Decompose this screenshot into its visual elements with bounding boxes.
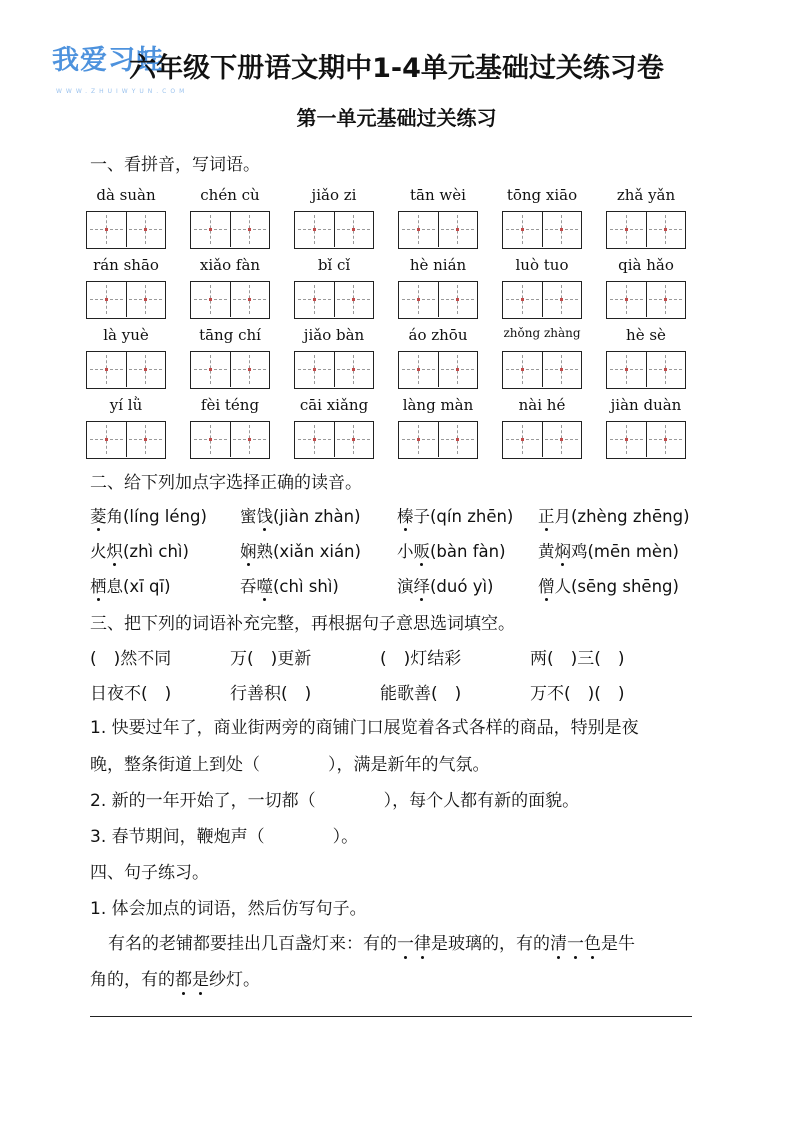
writing-box[interactable]	[190, 421, 270, 459]
pinyin-label: fèi téng	[200, 396, 260, 414]
dotted-word	[397, 934, 431, 954]
reading-choice	[538, 538, 679, 562]
pinyin-label: hè nián	[409, 256, 467, 274]
choice-text: 火	[90, 542, 107, 561]
choice-text: 人(sēng shēng)	[554, 577, 679, 596]
writing-box[interactable]	[398, 281, 478, 319]
exercise-1-instruction: 1. 体会加点的词语，然后仿写句子。	[90, 899, 367, 919]
dotted-char: 菱	[90, 507, 107, 526]
pinyin-label: tōng xiāo	[506, 186, 578, 204]
pinyin-label: làng màn	[402, 396, 474, 414]
dotted-char: 噬	[256, 577, 273, 596]
choice-text: 子(qín zhēn)	[413, 507, 514, 526]
choice-text: 演	[397, 577, 414, 596]
reading-choice	[397, 503, 513, 527]
writing-box[interactable]	[86, 421, 166, 459]
pinyin-label: zhǎ yǎn	[616, 186, 676, 204]
pinyin-label: luò tuo	[515, 256, 569, 274]
writing-box[interactable]	[606, 351, 686, 389]
section-1-heading: 一、看拼音，写词语。	[90, 155, 260, 175]
reading-choice	[90, 503, 207, 527]
pinyin-label: jiǎo bàn	[303, 326, 365, 344]
page-subtitle: 第一单元基础过关练习	[296, 106, 497, 130]
dotted-char: 律	[414, 934, 431, 954]
pinyin-label: zhǒng zhàng	[503, 326, 581, 340]
choice-text: (chì shì)	[273, 577, 339, 596]
choice-text: 蜜	[240, 507, 257, 526]
reading-choice	[240, 573, 339, 597]
writing-box[interactable]	[398, 211, 478, 249]
writing-box[interactable]	[398, 421, 478, 459]
writing-box[interactable]	[606, 281, 686, 319]
pinyin-label: cāi xiǎng	[299, 396, 369, 414]
dotted-char: 榛	[397, 507, 414, 526]
writing-box[interactable]	[294, 281, 374, 319]
choice-text: 小	[397, 542, 414, 561]
watermark-logo: 我爱习蛙	[52, 45, 164, 76]
dotted-char: 贩	[413, 542, 430, 561]
writing-box[interactable]	[190, 211, 270, 249]
dotted-word	[175, 970, 209, 990]
pinyin-label: bǐ cǐ	[317, 256, 351, 274]
writing-box[interactable]	[86, 281, 166, 319]
reading-choice	[90, 573, 171, 597]
idiom-blank[interactable]: 两( )三( )	[530, 649, 625, 669]
pinyin-label: dà suàn	[96, 186, 156, 204]
writing-box[interactable]	[502, 211, 582, 249]
choice-text: 吞	[240, 577, 257, 596]
example-text: 有名的老铺都要挂出几百盏灯来：有的	[108, 934, 397, 954]
writing-box[interactable]	[190, 351, 270, 389]
dotted-char: 僧	[538, 577, 555, 596]
writing-box[interactable]	[502, 421, 582, 459]
section-3-heading: 三、把下列的词语补充完整，再根据句子意思选词填空。	[90, 614, 515, 634]
dotted-char: 正	[538, 507, 555, 526]
sentence-1b: 晚，整条街道上到处（ ），满是新年的气氛。	[90, 755, 490, 775]
writing-box[interactable]	[190, 281, 270, 319]
reading-choice	[397, 538, 506, 562]
page-title: 六年级下册语文期中1-4单元基础过关练习卷	[129, 53, 664, 84]
dotted-char: 是	[192, 970, 209, 990]
writing-box[interactable]	[606, 211, 686, 249]
choice-text: 角(líng léng)	[106, 507, 207, 526]
writing-box[interactable]	[86, 351, 166, 389]
idiom-blank[interactable]: 万不( )( )	[530, 684, 625, 704]
choice-text: (bàn fàn)	[430, 542, 506, 561]
idiom-blank[interactable]: 日夜不( )	[90, 684, 172, 704]
choice-text: (jiàn zhàn)	[273, 507, 361, 526]
dotted-char: 绎	[413, 577, 430, 596]
example-text: 是玻璃的，有的	[431, 934, 550, 954]
writing-box[interactable]	[606, 421, 686, 459]
dotted-char: 焖	[554, 542, 571, 561]
example-sentence-line2	[90, 965, 260, 990]
example-text: 是牛	[601, 934, 635, 954]
choice-text: (zhì chì)	[123, 542, 189, 561]
answer-line[interactable]	[90, 1016, 692, 1017]
idiom-blank[interactable]: 行善积( )	[230, 684, 312, 704]
reading-choice	[397, 573, 494, 597]
dotted-char: 清	[550, 934, 567, 954]
pinyin-label: jiǎo zi	[311, 186, 357, 204]
reading-choice	[538, 503, 690, 527]
watermark-url: WWW.ZHUIWYUN.COM	[56, 88, 189, 95]
writing-box[interactable]	[294, 211, 374, 249]
pinyin-label: rán shāo	[93, 256, 159, 274]
choice-text: (duó yì)	[430, 577, 494, 596]
pinyin-label: jiàn duàn	[610, 396, 682, 414]
idiom-blank[interactable]: 能歌善( )	[380, 684, 462, 704]
pinyin-label: tāng chí	[199, 326, 261, 344]
dotted-char: 色	[584, 934, 601, 954]
example-text: 纱灯。	[209, 970, 260, 990]
example-text: 角的，有的	[90, 970, 175, 990]
pinyin-label: áo zhōu	[408, 326, 468, 344]
sentence-2: 2. 新的一年开始了，一切都（ ），每个人都有新的面貌。	[90, 791, 580, 811]
pinyin-label: là yuè	[103, 326, 149, 344]
pinyin-label: tān wèi	[410, 186, 466, 204]
pinyin-label: yí lǜ	[109, 396, 143, 414]
dotted-char: 一	[567, 934, 584, 954]
dotted-char: 饯	[256, 507, 273, 526]
sentence-1a: 1. 快要过年了，商业街两旁的商铺门口展览着各式各样的商品，特别是夜	[90, 718, 639, 738]
dotted-word	[550, 934, 601, 954]
writing-box[interactable]	[502, 351, 582, 389]
dotted-char: 都	[175, 970, 192, 990]
example-sentence-line1	[108, 929, 635, 954]
pinyin-label: qià hǎo	[618, 256, 674, 274]
writing-box[interactable]	[294, 421, 374, 459]
sentence-3: 3. 春节期间，鞭炮声（ ）。	[90, 827, 359, 847]
choice-text: 月(zhèng zhēng)	[554, 507, 690, 526]
writing-box[interactable]	[398, 351, 478, 389]
pinyin-label: nài hé	[518, 396, 566, 414]
idiom-blank[interactable]: ( )然不同	[90, 649, 172, 669]
choice-text: 黄	[538, 542, 555, 561]
dotted-char: 一	[397, 934, 414, 954]
section-4-heading: 四、句子练习。	[90, 863, 209, 883]
choice-text: 熟(xiǎn xián)	[256, 542, 361, 561]
reading-choice	[538, 573, 679, 597]
dotted-char: 娴	[240, 542, 257, 561]
reading-choice	[90, 538, 189, 562]
dotted-char: 炽	[106, 542, 123, 561]
pinyin-label: xiǎo fàn	[199, 256, 261, 274]
pinyin-label: chén cù	[200, 186, 260, 204]
writing-box[interactable]	[86, 211, 166, 249]
section-2-heading: 二、给下列加点字选择正确的读音。	[90, 473, 362, 493]
reading-choice	[240, 503, 361, 527]
dotted-char: 栖	[90, 577, 107, 596]
reading-choice	[240, 538, 361, 562]
choice-text: 息(xī qī)	[106, 577, 171, 596]
pinyin-label: hè sè	[626, 326, 666, 344]
writing-box[interactable]	[294, 351, 374, 389]
writing-box[interactable]	[502, 281, 582, 319]
idiom-blank[interactable]: 万( )更新	[230, 649, 312, 669]
idiom-blank[interactable]: ( )灯结彩	[380, 649, 462, 669]
choice-text: 鸡(mēn mèn)	[571, 542, 679, 561]
